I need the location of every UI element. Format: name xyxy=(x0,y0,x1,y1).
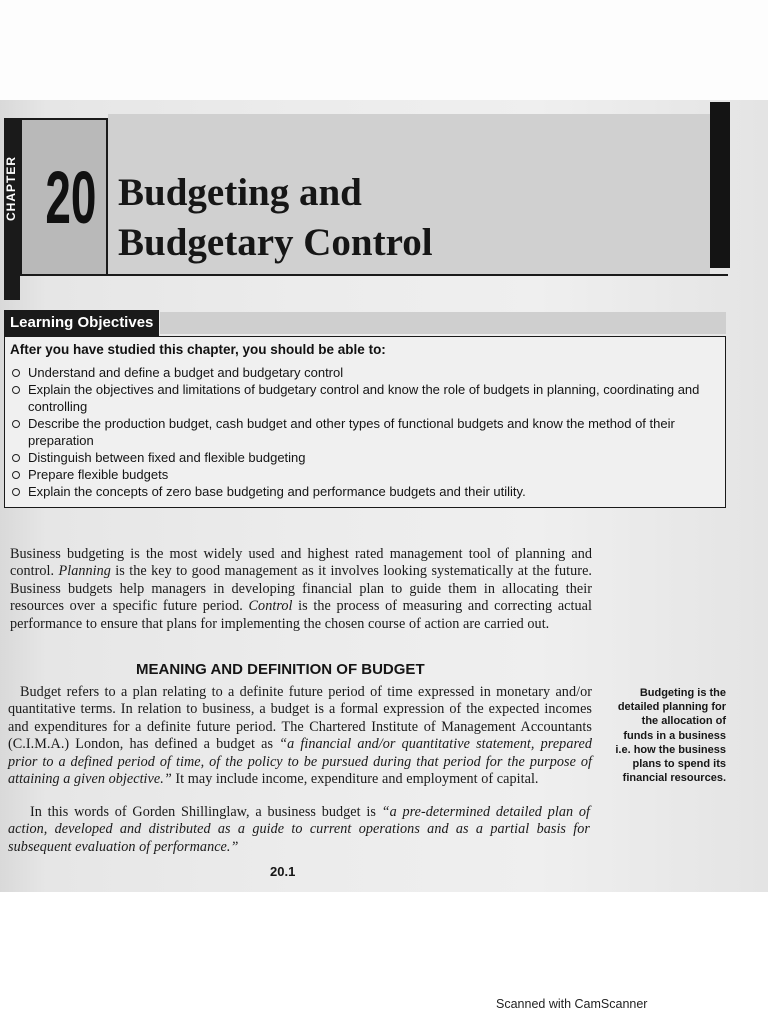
shillinglaw-paragraph: In this words of Gorden Shillinglaw, a business budget is “a pre-determined detailed plan of action, developed and distributed as a guide to current operations and as a partial basis for subsequent evaluation of performance.” xyxy=(8,804,590,855)
intro-paragraph: Business budgeting is the most widely used and highest rated management tool of planning and control. Planning is the key to good management as it involves looking systematically at the future. Business budgets help managers in developing financial plan to guide them in allocating their resources over a specific future period. Control is the process of measuring and correcting actual performance to ensure that plans for implementing the chosen course of action are carried out. xyxy=(10,546,593,632)
scanner-watermark: Scanned with CamScanner xyxy=(496,997,648,1011)
budget-definition-paragraph: Budget refers to a plan relating to a definite future period of time expressed in monetary and/or quantitative terms. In relation to business, a budget is a formal expression of the expected incomes and expenditures for a definite future period. The Chartered Institute of Management Accountants (C.I.M.A.) London, has defined a budget as “a financial and/or quantitative statement, prepared prior to a defined period of time, of the policy to be pursued during that period for the purpose of attaining a given objective.” It may include income, expenditure and employment of capital. xyxy=(8,684,592,788)
title-right-bar xyxy=(710,102,730,268)
chapter-number: 20 xyxy=(45,156,97,239)
scan-background-top xyxy=(0,0,768,100)
learning-objectives-heading: Learning Objectives xyxy=(4,310,159,336)
circle-bullet-icon xyxy=(12,488,20,496)
margin-note: Budgeting is the detailed planning for the allocation of funds in a business i.e. how the business plans to spend its financial resources. xyxy=(615,687,726,785)
circle-bullet-icon xyxy=(12,454,20,462)
learning-objectives-list xyxy=(10,364,718,500)
circle-bullet-icon xyxy=(12,369,20,377)
objective-item: Describe the production budget, cash budget and other types of functional budgets and know the method of their preparation xyxy=(10,415,718,449)
circle-bullet-icon xyxy=(12,420,20,428)
section-heading: MEANING AND DEFINITION OF BUDGET xyxy=(136,661,425,678)
objective-item: Understand and define a budget and budgetary control xyxy=(10,364,718,381)
chapter-title xyxy=(118,168,678,268)
chapter-title-line-2: Budgetary Control xyxy=(118,221,433,264)
learning-objectives-intro: After you have studied this chapter, you should be able to: xyxy=(10,342,386,357)
chapter-label: CHAPTER xyxy=(4,155,18,221)
circle-bullet-icon xyxy=(12,386,20,394)
title-divider xyxy=(20,274,728,276)
objective-item: Distinguish between fixed and flexible budgeting xyxy=(10,449,718,466)
objective-item: Explain the objectives and limitations of budgetary control and know the role of budgets in planning, coordinating and controlling xyxy=(10,381,718,415)
scan-background-bottom xyxy=(0,892,768,1024)
circle-bullet-icon xyxy=(12,471,20,479)
chapter-title-line-1: Budgeting and xyxy=(118,171,362,214)
objective-item: Explain the concepts of zero base budgeting and performance budgets and their utility. xyxy=(10,483,718,500)
learning-objectives-band xyxy=(160,312,726,334)
page-number: 20.1 xyxy=(270,864,296,879)
objective-item: Prepare flexible budgets xyxy=(10,466,718,483)
